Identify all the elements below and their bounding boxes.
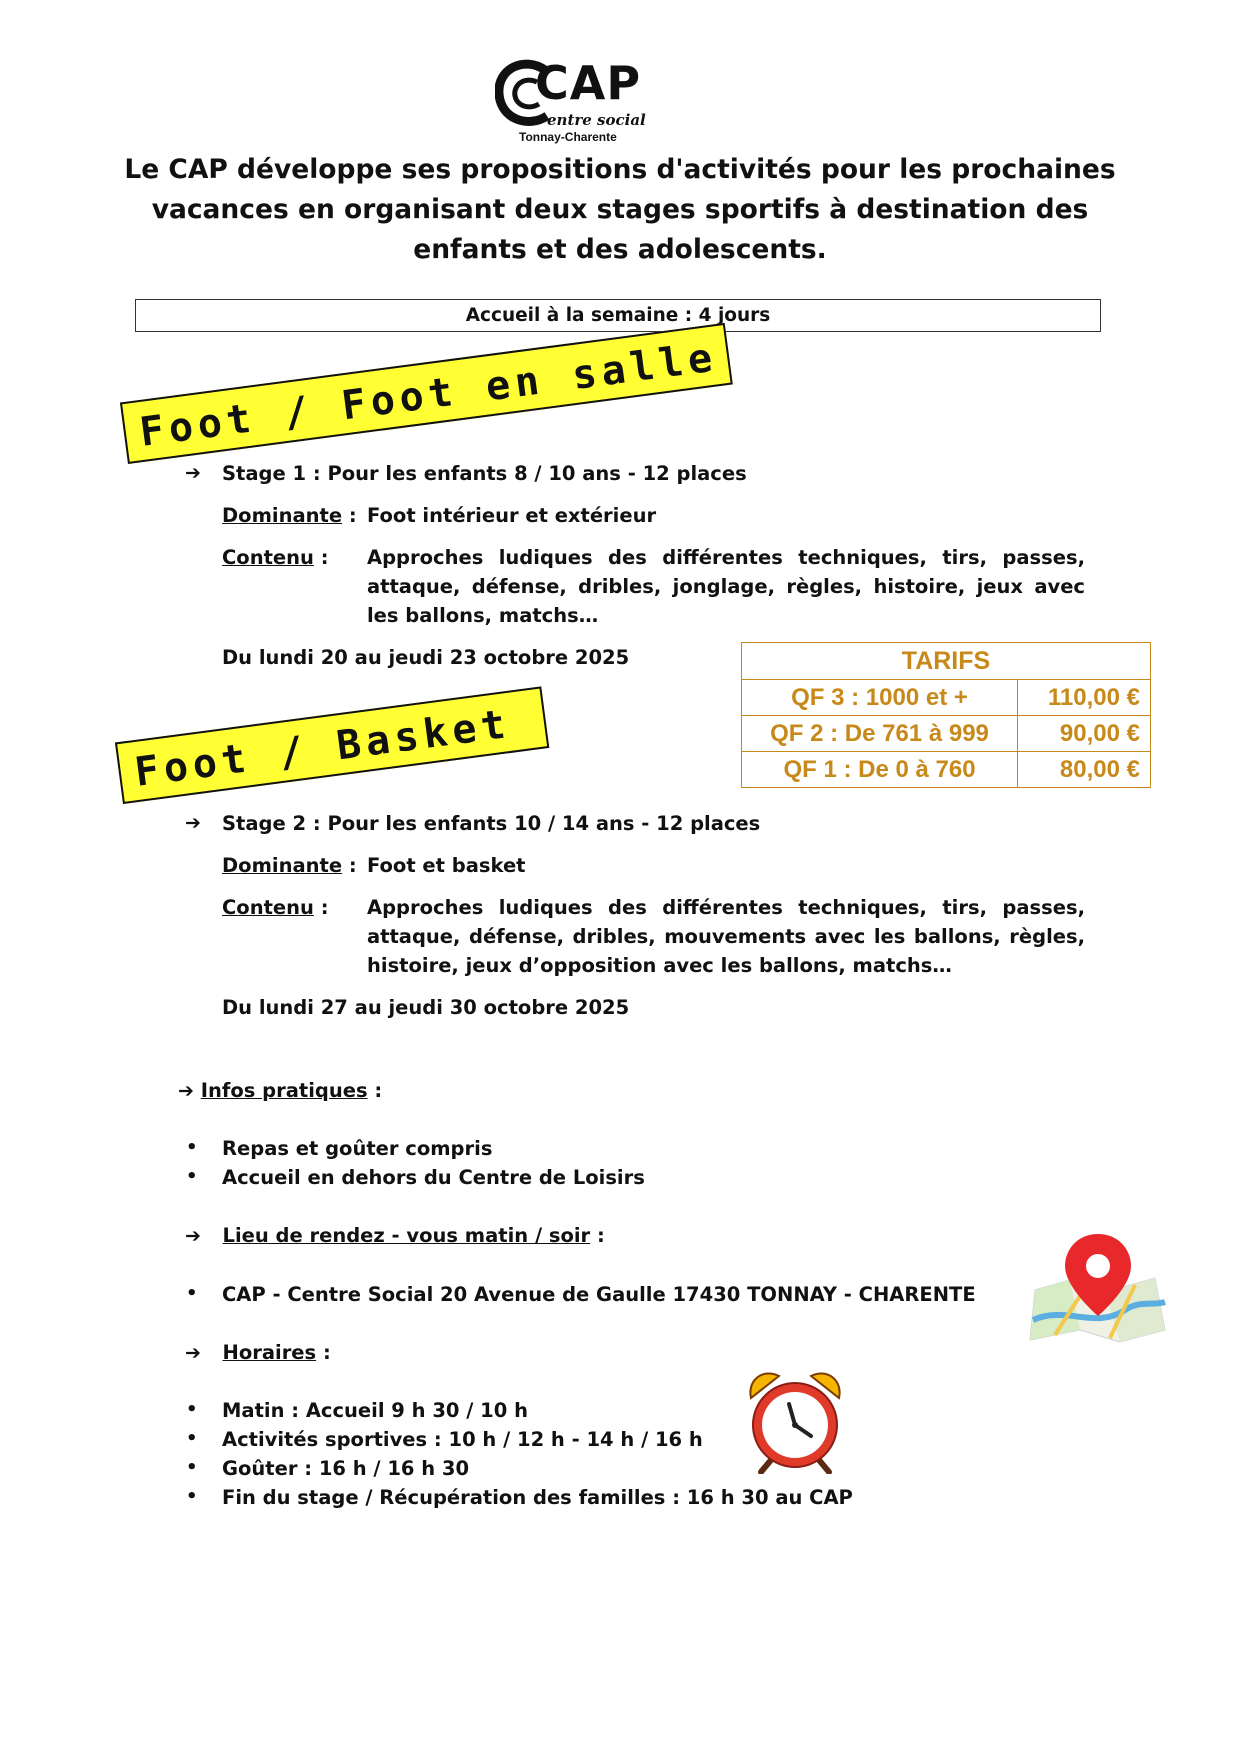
map-pin-icon bbox=[1025, 1230, 1170, 1350]
tarifs-header: TARIFS bbox=[742, 643, 1151, 680]
stage2-contenu-value: Approches ludiques des différentes techniques, tirs, passes, attaque, défense, dribles, mouvements avec les ballons, règles, histoire, jeux d’opposition avec les ballons, matchs… bbox=[367, 896, 1085, 977]
stage1-dates: Du lundi 20 au jeudi 23 octobre 2025 bbox=[222, 646, 630, 669]
lieu-heading-row bbox=[185, 1224, 605, 1247]
logo-subtitle: entre social bbox=[547, 111, 646, 129]
colon: : bbox=[374, 1079, 383, 1102]
stage2-heading-row bbox=[185, 812, 201, 834]
page-title: Le CAP développe ses propositions d'activités pour les prochaines vacances en organisant deux stages sportifs à destination des enfants et des adolescents. bbox=[124, 154, 1116, 265]
tarif-qf: QF 2 : De 761 à 999 bbox=[742, 716, 1018, 752]
bullet-icon: • bbox=[186, 1137, 198, 1158]
alarm-clock-icon bbox=[745, 1368, 845, 1474]
stage2-dates: Du lundi 27 au jeudi 30 octobre 2025 bbox=[222, 996, 630, 1019]
tarif-qf: QF 1 : De 0 à 760 bbox=[742, 752, 1018, 788]
stage1-contenu-value: Approches ludiques des différentes techniques, tirs, passes, attaque, défense, dribles, jonglage, règles, histoire, jeux avec les ballons, matchs… bbox=[367, 546, 1085, 627]
stage2-dominante-value: Foot et basket bbox=[367, 854, 526, 877]
tarifs-table bbox=[741, 642, 1151, 788]
tarif-qf: QF 3 : 1000 et + bbox=[742, 680, 1018, 716]
stage1-heading: Stage 1 : Pour les enfants 8 / 10 ans - 12 places bbox=[222, 462, 747, 485]
list-item: Fin du stage / Récupération des familles : 16 h 30 au CAP bbox=[222, 1486, 853, 1509]
arrow-right-icon: ➔ bbox=[185, 462, 201, 484]
bullet-icon: • bbox=[186, 1399, 198, 1420]
list-item: Repas et goûter compris bbox=[222, 1137, 493, 1160]
table-row bbox=[742, 680, 1151, 716]
horaires-heading-row bbox=[185, 1341, 331, 1364]
tarif-price: 110,00 € bbox=[1018, 680, 1151, 716]
bullet-icon: • bbox=[186, 1428, 198, 1449]
stage1-contenu-label-row bbox=[222, 546, 329, 569]
lieu-heading: Lieu de rendez - vous matin / soir bbox=[222, 1224, 591, 1247]
stage1-dominante-label-row bbox=[222, 504, 357, 527]
horaires-heading: Horaires bbox=[222, 1341, 317, 1364]
colon: : bbox=[596, 1224, 605, 1247]
logo-town: Tonnay-Charente bbox=[519, 130, 617, 144]
accueil-box: Accueil à la semaine : 4 jours bbox=[135, 299, 1101, 332]
stage1-dominante-value: Foot intérieur et extérieur bbox=[367, 504, 657, 527]
bullet-icon: • bbox=[186, 1457, 198, 1478]
list-item: Activités sportives : 10 h / 12 h - 14 h / 16 h bbox=[222, 1428, 703, 1451]
infos-heading: Infos pratiques bbox=[200, 1079, 368, 1102]
tarifs-header-row bbox=[742, 643, 1151, 680]
cap-logo bbox=[495, 58, 665, 148]
list-item: Goûter : 16 h / 16 h 30 bbox=[222, 1457, 470, 1480]
tarif-price: 90,00 € bbox=[1018, 716, 1151, 752]
arrow-right-icon: ➔ bbox=[185, 812, 201, 834]
bullet-icon: • bbox=[186, 1486, 198, 1507]
arrow-right-icon: ➔ bbox=[185, 1342, 201, 1364]
colon: : bbox=[320, 546, 329, 569]
stage2-banner: Foot / Basket bbox=[115, 686, 549, 804]
colon: : bbox=[348, 504, 357, 527]
tarif-price: 80,00 € bbox=[1018, 752, 1151, 788]
address: CAP - Centre Social 20 Avenue de Gaulle 17430 TONNAY - CHARENTE bbox=[222, 1283, 976, 1306]
stage1-dominante-label: Dominante bbox=[222, 504, 343, 527]
stage1-heading-row bbox=[185, 462, 201, 484]
stage1-banner: Foot / Foot en salle bbox=[120, 323, 733, 464]
infos-heading-row bbox=[178, 1079, 382, 1102]
stage2-heading: Stage 2 : Pour les enfants 10 / 14 ans - 12 places bbox=[222, 812, 761, 835]
table-row bbox=[742, 752, 1151, 788]
colon: : bbox=[322, 1341, 331, 1364]
bullet-icon: • bbox=[186, 1283, 198, 1304]
list-item: Accueil en dehors du Centre de Loisirs bbox=[222, 1166, 645, 1189]
arrow-right-icon: ➔ bbox=[178, 1080, 194, 1102]
arrow-right-icon: ➔ bbox=[185, 1225, 201, 1247]
table-row bbox=[742, 716, 1151, 752]
bullet-icon: • bbox=[186, 1166, 198, 1187]
logo-word: CAP bbox=[535, 56, 642, 110]
colon: : bbox=[320, 896, 329, 919]
stage2-dominante-label-row bbox=[222, 854, 357, 877]
stage2-contenu-label: Contenu bbox=[222, 896, 314, 919]
colon: : bbox=[348, 854, 357, 877]
stage1-contenu-label: Contenu bbox=[222, 546, 314, 569]
list-item: Matin : Accueil 9 h 30 / 10 h bbox=[222, 1399, 528, 1422]
stage2-contenu-label-row bbox=[222, 896, 329, 919]
stage2-dominante-label: Dominante bbox=[222, 854, 343, 877]
